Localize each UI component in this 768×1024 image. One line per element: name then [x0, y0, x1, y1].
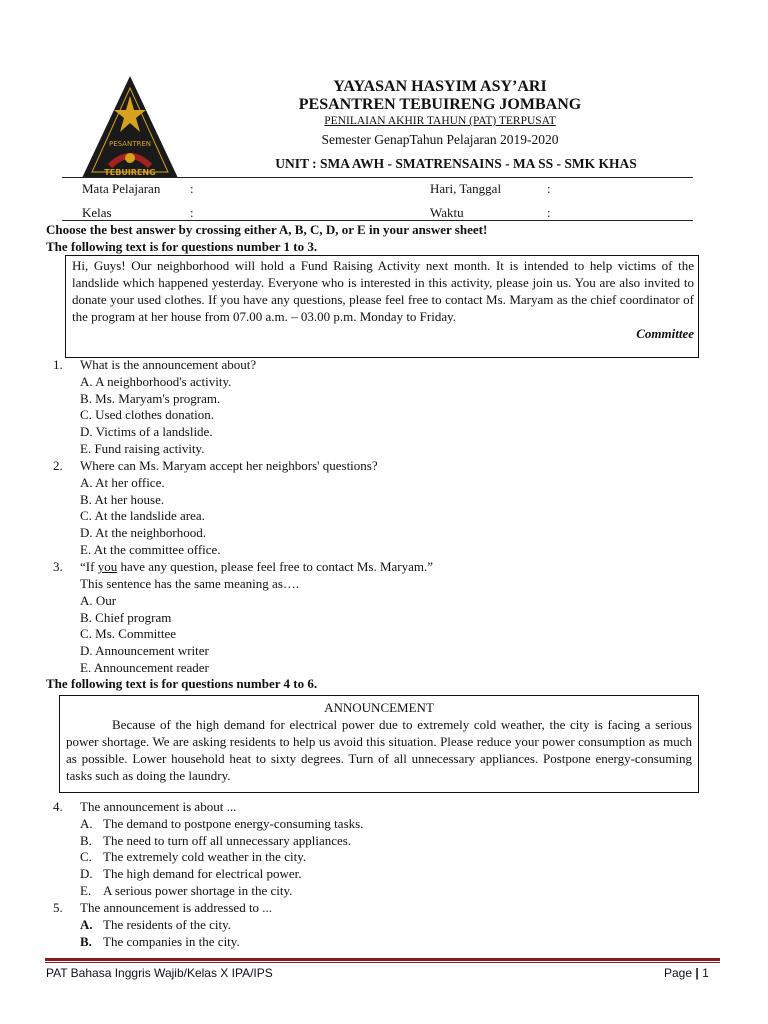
q3-quote-underlined: you	[97, 559, 118, 574]
q3-number: 3.	[53, 559, 63, 574]
q1-option-e[interactable]: E. Fund raising activity.	[80, 440, 205, 456]
footer-page-number: 1	[702, 966, 709, 980]
day-colon: :	[547, 181, 551, 196]
day-label: Hari, Tanggal	[430, 181, 502, 196]
logo-top-text: PESANTREN	[108, 140, 152, 148]
q5-option-b[interactable]: B. The companies in the city.	[80, 933, 240, 949]
q5-option-a[interactable]: A. The residents of the city.	[80, 917, 232, 932]
q1-option-c[interactable]: C. Used clothes donation.	[80, 407, 214, 423]
text1-box	[65, 255, 699, 358]
footer-rule-thick	[45, 958, 720, 961]
q3-option-a[interactable]: A. Our	[80, 593, 117, 608]
q2-option-e[interactable]: E. At the committee office.	[80, 541, 221, 557]
q3-quote	[80, 559, 433, 576]
text1-signature: Committee	[636, 326, 694, 341]
q4-option-e[interactable]: E. A serious power shortage in the city.	[80, 882, 293, 898]
q1-option-b[interactable]: B. Ms. Maryam's program.	[80, 390, 221, 406]
time-colon: :	[547, 205, 551, 220]
q2-option-c[interactable]: C. At the landslide area.	[80, 508, 205, 524]
q3-quote-rest: have any question, please feel free to contact Ms. Maryam.”	[117, 559, 434, 574]
q5-text: The announcement is addressed to ...	[80, 900, 273, 915]
meta-divider	[62, 220, 693, 221]
q1-option-d[interactable]: D. Victims of a landslide.	[80, 424, 213, 440]
school-title: PESANTREN TEBUIRENG JOMBANG	[298, 96, 582, 113]
q5-number: 5.	[53, 900, 63, 915]
instruction: Choose the best answer by crossing either A, B, C, D, or E in your answer sheet!	[46, 222, 488, 237]
text1-body: Hi, Guys! Our neighborhood will hold a Fund Raising Activity next month. It is intended to help victims of the landslide which happened yesterday. Everyone who is interested in this activity, please join us. You are also invited to donate your used clothes. If you have any questions, please feel free to contact Ms. Maryam as the chief coordinator of the program at her house from 07.00 a.m. – 03.00 p.m. Monday to Friday.	[72, 258, 694, 324]
text2-body: Because of the high demand for electrical power due to extremely cold weather, the city is facing a serious power shortage. We are asking residents to help us avoid this situation. Please reduce your power consumption as much as possible. Lower household heat to sixty degrees. Turn of all unnecessary appliances. Postpone energy-consuming tasks such as doing the laundry.	[66, 717, 692, 783]
org-title: YAYASAN HASYIM ASY’ARI	[333, 78, 547, 95]
q4-option-a[interactable]: A. The demand to postpone energy-consuming tasks.	[80, 816, 364, 831]
q1-number: 1.	[53, 357, 63, 372]
exam-title: PENILAIAN AKHIR TAHUN (PAT) TERPUSAT	[324, 115, 556, 127]
unit-title: UNIT : SMA AWH - SMATRENSAINS - MA SS - SMK KHAS	[275, 156, 637, 171]
subject-colon: :	[190, 181, 194, 196]
q1-text: What is the announcement about?	[80, 357, 257, 372]
text2-title: ANNOUNCEMENT	[324, 700, 434, 715]
q2-text: Where can Ms. Maryam accept her neighbors' questions?	[80, 458, 378, 473]
time-label: Waktu	[430, 205, 464, 220]
q2-option-d[interactable]: D. At the neighborhood.	[80, 525, 207, 541]
class-colon: :	[190, 205, 194, 220]
q5-options	[80, 917, 240, 950]
section1-intro: The following text is for questions number 1 to 3.	[46, 239, 318, 254]
q4-options	[80, 816, 363, 900]
q2-options	[80, 475, 221, 559]
q3-option-d[interactable]: D. Announcement writer	[80, 643, 209, 659]
class-label: Kelas	[82, 205, 112, 220]
q1-options	[80, 374, 231, 458]
q4-option-c[interactable]: C. The extremely cold weather in the city.	[80, 849, 307, 865]
q3-option-b[interactable]: B. Chief program	[80, 609, 172, 625]
text2-box	[59, 695, 699, 793]
footer-left: PAT Bahasa Inggris Wajib/Kelas X IPA/IPS	[46, 966, 273, 980]
semester-title: Semester GenapTahun Pelajaran 2019-2020	[321, 132, 559, 147]
q4-number: 4.	[53, 799, 63, 814]
q3-option-e[interactable]: E. Announcement reader	[80, 659, 209, 675]
footer-page: Page | 1	[664, 966, 709, 980]
logo-bottom-text: TEBUIRENG	[104, 168, 156, 177]
q3-option-c[interactable]: C. Ms. Committee	[80, 626, 177, 642]
q3-options	[80, 593, 209, 677]
q4-option-d[interactable]: D. The high demand for electrical power.	[80, 866, 302, 882]
footer-rule-thin	[45, 962, 720, 963]
subject-label: Mata Pelajaran	[82, 181, 161, 196]
school-logo	[80, 74, 180, 180]
q2-option-a[interactable]: A. At her office.	[80, 475, 165, 490]
q4-text: The announcement is about ...	[80, 799, 237, 814]
q3-quote-open: “If	[80, 559, 98, 574]
section2-intro: The following text is for questions number 4 to 6.	[46, 676, 318, 691]
header-divider	[62, 177, 693, 178]
q1-option-a[interactable]: A. A neighborhood's activity.	[80, 374, 232, 389]
q3-text: This sentence has the same meaning as….	[80, 576, 300, 591]
q2-number: 2.	[53, 458, 63, 473]
footer-page-label: Page	[664, 966, 693, 980]
q2-option-b[interactable]: B. At her house.	[80, 491, 165, 507]
q4-option-b[interactable]: B. The need to turn off all unnecessary appliances.	[80, 832, 352, 848]
